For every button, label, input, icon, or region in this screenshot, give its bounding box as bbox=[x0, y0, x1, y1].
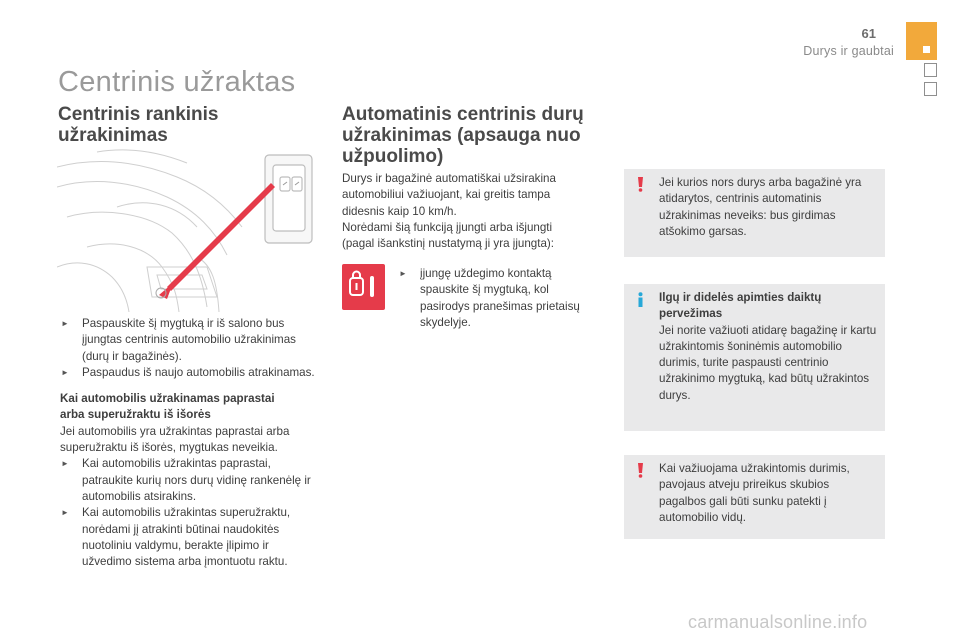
paragraph: Jei automobilis yra užrakintas paprastai arba superužraktu iš išorės, mygtukas neveikia. bbox=[60, 424, 290, 455]
central-lock-button-icon bbox=[342, 264, 385, 310]
page-title: Centrinis užraktas bbox=[58, 66, 296, 98]
note-text: Jei kurios nors durys arba bagažinė yra atidarytos, centrinis automatinis užrakinimas neveiks: bus girdimas atšokimo garsas. bbox=[659, 176, 862, 238]
auto-lock-description bbox=[342, 171, 582, 252]
list-item: ► įjungę uždegimo kontaktą spauskite šį mygtuką, kol pasirodys pranešimas prietaisų skydelyje. bbox=[398, 266, 590, 331]
chapter-title: Durys ir gaubtai bbox=[803, 44, 894, 58]
list-item: ► Kai automobilis užrakintas paprastai, patraukite kurių nors durų vidinę rankenėlę ir automobilis atsirakins. bbox=[60, 456, 318, 505]
list-item: ► Kai automobilis užrakintas superužraktu, norėdami jį atrakinti būtinai naudokitės nuotoliniu valdymu, berakte įlipimo ir užvedimo sistema arba įmontuotu raktu. bbox=[60, 505, 318, 570]
paragraph: Norėdami šią funkciją įjungti arba išjungti (pagal išankstinį nustatymą ji yra įjungta): bbox=[342, 220, 555, 251]
dashboard-illustration bbox=[57, 147, 314, 312]
section-heading-auto-lock: Automatinis centrinis durų užrakinimas (apsauga nuo užpuolimo) bbox=[342, 104, 584, 167]
list-item: ► Paspauskite šį mygtuką ir iš salono bus įjungtas centrinis automobilio užrakinimas (durų ir bagažinės). bbox=[60, 316, 318, 365]
tab-marker-icon bbox=[923, 46, 930, 53]
paragraph: Durys ir bagažinė automatiškai užsirakina automobiliui važiuojant, kai greitis tampa didesnis kaip 10 km/h. bbox=[342, 172, 556, 218]
section-heading-manual-lock: Centrinis rankinis užrakinimas bbox=[58, 104, 219, 146]
auto-lock-instructions bbox=[398, 266, 590, 331]
chapter-tab-empty[interactable] bbox=[924, 63, 937, 77]
page-number: 61 bbox=[861, 26, 876, 41]
note-box-warning bbox=[624, 169, 885, 257]
chapter-tab-active[interactable] bbox=[906, 22, 937, 60]
note-box-warning bbox=[624, 455, 885, 539]
watermark: carmanualsonline.info bbox=[688, 612, 868, 632]
manual-lock-instructions bbox=[60, 316, 318, 570]
note-text: Kai važiuojama užrakintomis durimis, pavojaus atveju prireikus skubios pagalbos gali būti sunku patekti į automobilio vidų. bbox=[659, 462, 850, 524]
note-heading: Ilgų ir didelės apimties daiktų pervežimas bbox=[659, 291, 822, 321]
warning-icon bbox=[634, 463, 647, 478]
list-item: ► Paspaudus iš naujo automobilis atrakinamas. bbox=[60, 365, 318, 381]
chapter-tab-empty[interactable] bbox=[924, 82, 937, 96]
sub-heading: Kai automobilis užrakinamas paprastai arba superužraktu iš išorės bbox=[60, 392, 275, 422]
info-icon bbox=[634, 292, 647, 307]
warning-icon bbox=[634, 177, 647, 192]
note-text: Jei norite važiuoti atidarę bagažinę ir kartu užrakintomis šoninėmis automobilio durimis, turite paspausti centrinio užrakinimo mygtuką, kad būtų užrakintos durys. bbox=[659, 323, 877, 402]
note-box-info bbox=[624, 284, 885, 431]
